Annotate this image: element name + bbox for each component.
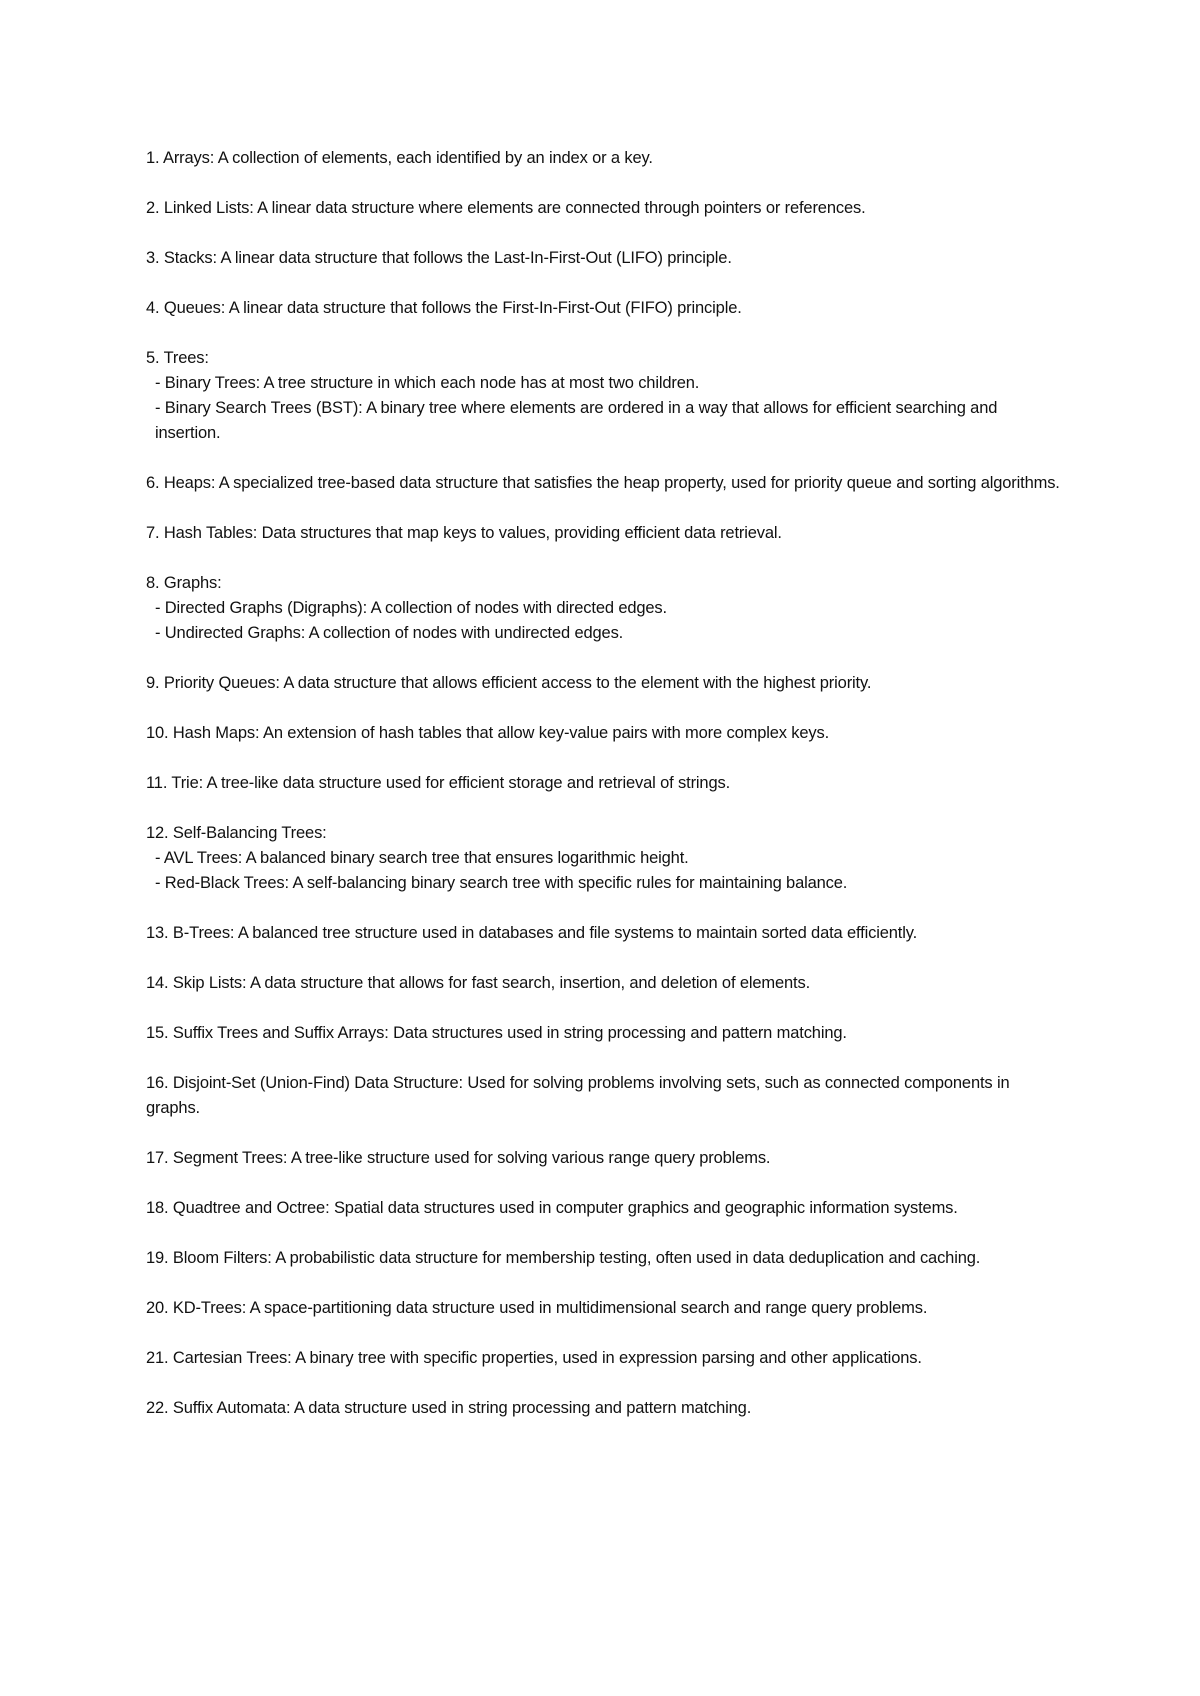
item-text: 8. Graphs: bbox=[146, 574, 222, 592]
item-text: 1. Arrays: A collection of elements, each identified by an index or a key. bbox=[146, 149, 653, 167]
document-body bbox=[146, 146, 1066, 1446]
list-item bbox=[146, 1346, 1066, 1371]
list-item bbox=[146, 196, 1066, 221]
item-text: 22. Suffix Automata: A data structure used in string processing and pattern matching. bbox=[146, 1399, 752, 1417]
list-item bbox=[146, 1396, 1066, 1421]
item-text: 14. Skip Lists: A data structure that allows for fast search, insertion, and deletion of elements. bbox=[146, 974, 811, 992]
list-item bbox=[146, 1146, 1066, 1171]
item-text: 13. B-Trees: A balanced tree structure used in databases and file systems to maintain sorted data efficiently. bbox=[146, 924, 918, 942]
item-text: 11. Trie: A tree-like data structure used for efficient storage and retrieval of strings. bbox=[146, 774, 731, 792]
list-item bbox=[146, 1021, 1066, 1046]
sub-item-text: - Undirected Graphs: A collection of nodes with undirected edges. bbox=[155, 624, 624, 642]
item-text: 3. Stacks: A linear data structure that follows the Last-In-First-Out (LIFO) principle. bbox=[146, 249, 732, 267]
list-item bbox=[146, 771, 1066, 796]
sub-item-text: - Binary Search Trees (BST): A binary tree where elements are ordered in a way that allows for efficient searching and insertion. bbox=[155, 399, 998, 442]
sub-item-text: - Directed Graphs (Digraphs): A collection of nodes with directed edges. bbox=[155, 599, 667, 617]
list-item bbox=[146, 1296, 1066, 1321]
list-item bbox=[146, 246, 1066, 271]
item-text: 12. Self-Balancing Trees: bbox=[146, 824, 327, 842]
list-item bbox=[146, 921, 1066, 946]
item-text: 9. Priority Queues: A data structure that allows efficient access to the element with the highest priority. bbox=[146, 674, 872, 692]
item-text: 19. Bloom Filters: A probabilistic data structure for membership testing, often used in data deduplication and caching. bbox=[146, 1249, 981, 1267]
list-item bbox=[146, 471, 1066, 496]
item-text: 5. Trees: bbox=[146, 349, 209, 367]
item-text: 16. Disjoint-Set (Union-Find) Data Structure: Used for solving problems involving sets, such as connected components in graphs. bbox=[146, 1074, 1010, 1117]
list-item bbox=[146, 821, 1066, 896]
list-item bbox=[146, 296, 1066, 321]
list-item bbox=[146, 521, 1066, 546]
item-text: 20. KD-Trees: A space-partitioning data structure used in multidimensional search and range query problems. bbox=[146, 1299, 928, 1317]
item-text: 4. Queues: A linear data structure that follows the First-In-First-Out (FIFO) principle. bbox=[146, 299, 742, 317]
sub-item-text: - Red-Black Trees: A self-balancing binary search tree with specific rules for maintaining balance. bbox=[155, 874, 848, 892]
item-text: 2. Linked Lists: A linear data structure where elements are connected through pointers or references. bbox=[146, 199, 866, 217]
list-item bbox=[146, 146, 1066, 171]
list-item bbox=[146, 1246, 1066, 1271]
list-item bbox=[146, 671, 1066, 696]
list-item bbox=[146, 571, 1066, 646]
list-item bbox=[146, 1196, 1066, 1221]
item-text: 10. Hash Maps: An extension of hash tables that allow key-value pairs with more complex keys. bbox=[146, 724, 830, 742]
list-item bbox=[146, 721, 1066, 746]
item-text: 21. Cartesian Trees: A binary tree with specific properties, used in expression parsing and other applications. bbox=[146, 1349, 922, 1367]
item-text: 6. Heaps: A specialized tree-based data structure that satisfies the heap property, used for priority queue and sorting algorithms. bbox=[146, 474, 1060, 492]
item-text: 17. Segment Trees: A tree-like structure used for solving various range query problems. bbox=[146, 1149, 771, 1167]
item-text: 15. Suffix Trees and Suffix Arrays: Data structures used in string processing and pattern matching. bbox=[146, 1024, 847, 1042]
item-text: 7. Hash Tables: Data structures that map keys to values, providing efficient data retrieval. bbox=[146, 524, 782, 542]
list-item bbox=[146, 971, 1066, 996]
sub-item-text: - Binary Trees: A tree structure in which each node has at most two children. bbox=[155, 374, 700, 392]
list-item bbox=[146, 346, 1066, 446]
list-item bbox=[146, 1071, 1066, 1121]
sub-item-text: - AVL Trees: A balanced binary search tree that ensures logarithmic height. bbox=[155, 849, 689, 867]
item-text: 18. Quadtree and Octree: Spatial data structures used in computer graphics and geographic information systems. bbox=[146, 1199, 958, 1217]
